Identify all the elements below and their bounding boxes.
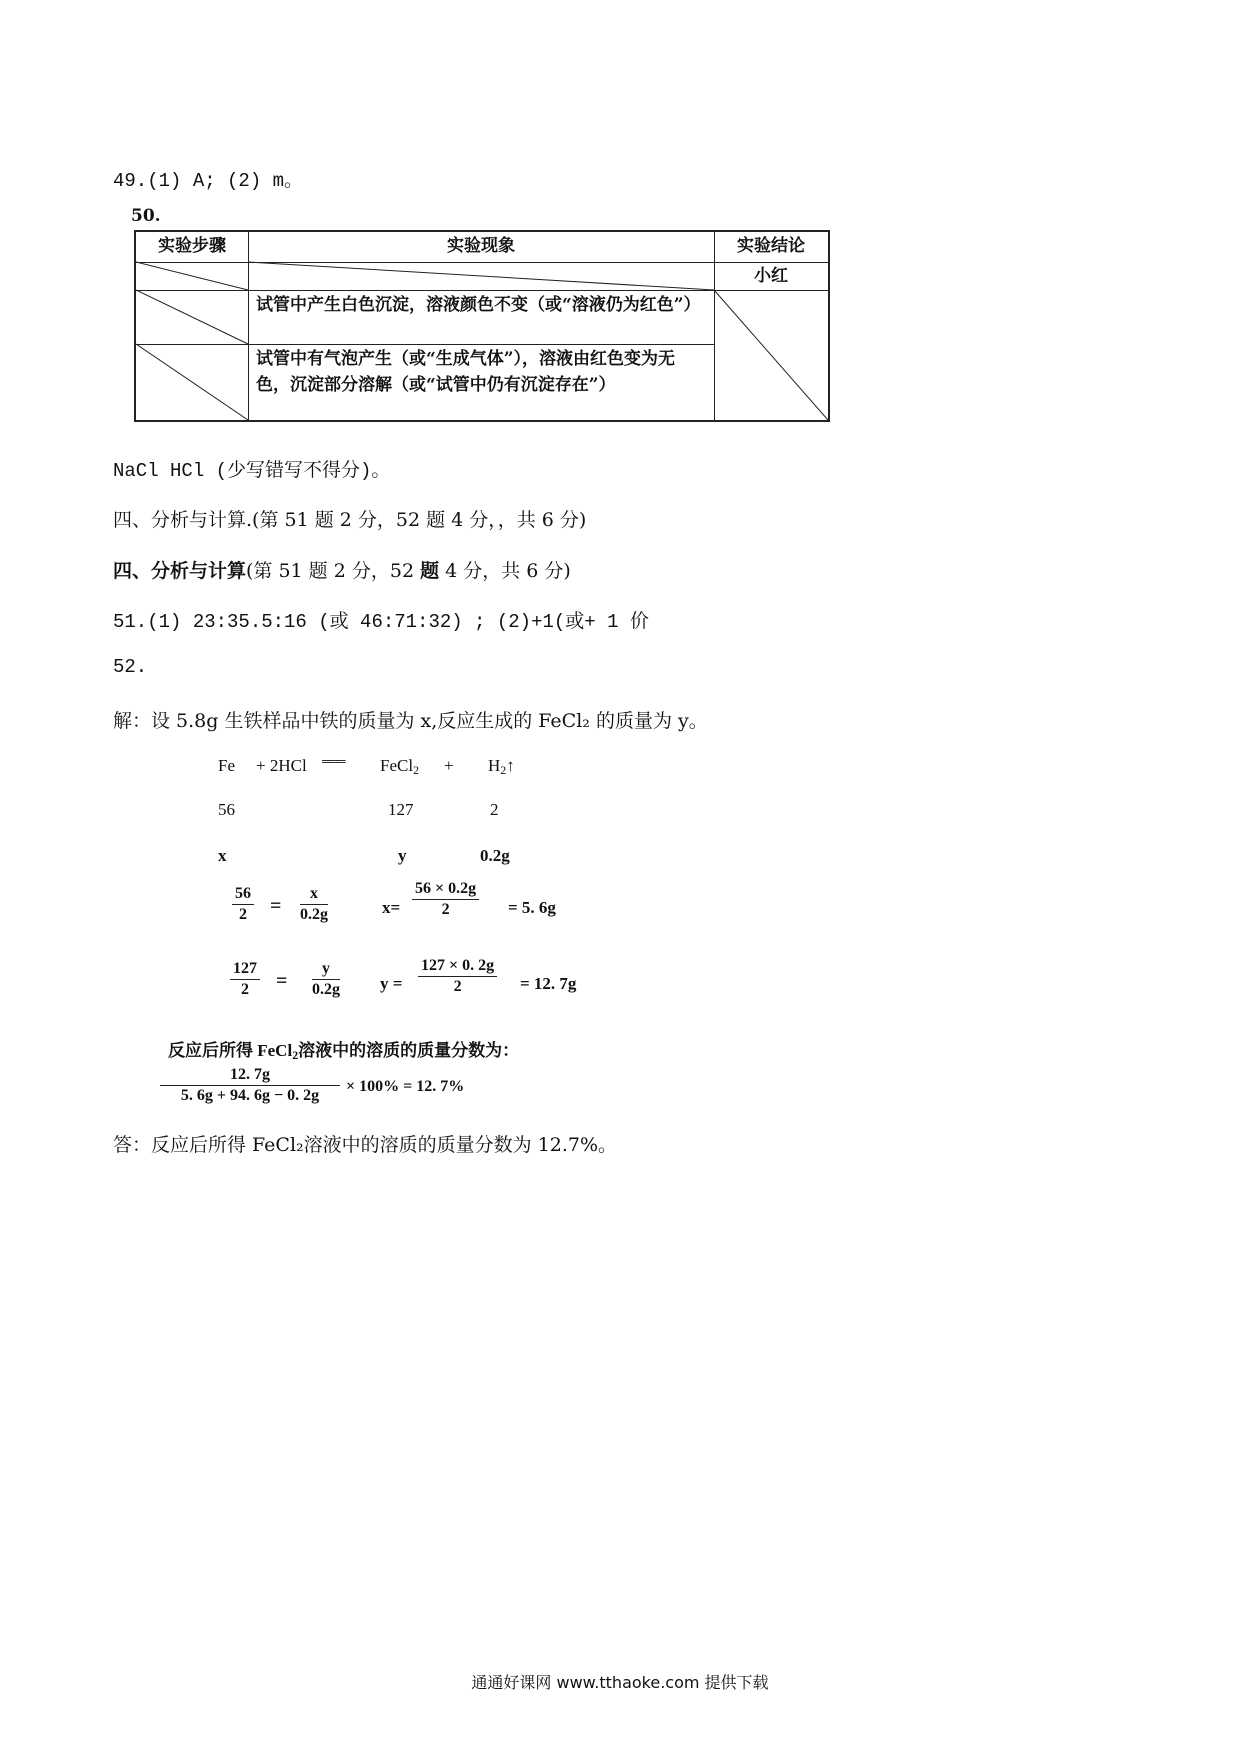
var-y: y bbox=[398, 846, 407, 865]
mass-fe: 56 bbox=[218, 800, 235, 819]
calc2-result-num: 127 × 0. 2g bbox=[418, 957, 497, 977]
var-x: x bbox=[218, 846, 227, 865]
calc2-equals: = bbox=[276, 970, 288, 992]
calc3-den: 5. 6g + 94. 6g − 0. 2g bbox=[180, 1087, 320, 1104]
section4-title: 四、分析与计算 bbox=[113, 560, 247, 582]
gas-arrow-icon: ↑ bbox=[506, 756, 515, 775]
row2-observation: 试管中产生白色沉淀，溶液颜色不变（或“溶液仍为红色”） bbox=[256, 295, 701, 315]
calc2-result-prefix: y = bbox=[380, 974, 403, 993]
eq-plus: + bbox=[444, 756, 454, 775]
header-steps: 实验步骤 bbox=[158, 236, 226, 256]
eq-h2-sub: 2 bbox=[500, 762, 507, 777]
calc1-result-den: 2 bbox=[441, 901, 450, 918]
eq-h2 bbox=[488, 756, 515, 778]
q52-label: 52. bbox=[113, 656, 148, 678]
section4-scoring-b: 题 bbox=[420, 560, 440, 582]
q50-label: 50. bbox=[131, 206, 161, 226]
calc1-lhs-den: 2 bbox=[239, 906, 247, 923]
calc3-intro-b: 溶液中的溶质的质量分数为： bbox=[298, 1041, 520, 1060]
calc1-result-value: = 5. 6g bbox=[508, 898, 556, 917]
solution-intro: 解：设 5.8g 生铁样品中铁的质量为 x,反应生成的 FeCl₂ 的质量为 y。 bbox=[113, 710, 708, 732]
calc1-result-fraction bbox=[412, 880, 479, 919]
header-phenomenon: 实验现象 bbox=[447, 236, 515, 256]
eq-arrow: ═══ bbox=[322, 754, 345, 768]
mass-fecl2: 127 bbox=[388, 800, 414, 819]
final-answer: 答：反应后所得 FeCl₂溶液中的溶质的质量分数为 12.7%。 bbox=[113, 1134, 618, 1156]
footer-download-note: 通通好课网 www.tthaoke.com 提供下载 bbox=[471, 1673, 769, 1692]
calc1-result-prefix: x= bbox=[382, 898, 401, 917]
calc3-num: 12. 7g bbox=[160, 1066, 340, 1086]
calc1-lhs-fraction bbox=[232, 885, 254, 924]
calc3-intro bbox=[168, 1036, 519, 1063]
eq-fecl2 bbox=[380, 756, 419, 778]
calc2-rhs-den: 0.2g bbox=[312, 981, 340, 998]
eq-h2-text: H bbox=[488, 756, 501, 775]
row1-conclusion: 小红 bbox=[754, 266, 788, 286]
experiment-table bbox=[134, 230, 830, 422]
mass-h2: 2 bbox=[490, 800, 499, 819]
calc1-rhs-num: x bbox=[300, 885, 328, 905]
eq-hcl: + 2HCl bbox=[256, 756, 307, 775]
calc2-result-value: = 12. 7g bbox=[520, 974, 577, 993]
section4-scoring-c: 4 分，共 6 分) bbox=[439, 560, 571, 582]
eq-fecl2-text: FeCl bbox=[380, 756, 414, 775]
calc3-fraction bbox=[160, 1066, 340, 1105]
q51-answer: 51.(1) 23:35.5:16 (或 46:71:32) ; (2)+1(或+ 1 价 bbox=[113, 611, 649, 633]
q50-tail: NaCl HCl (少写错写不得分)。 bbox=[113, 460, 391, 482]
section4-heading-bold bbox=[113, 556, 571, 583]
calc3-intro-a: 反应后所得 FeCl bbox=[168, 1041, 293, 1060]
calc2-lhs-num: 127 bbox=[230, 960, 260, 980]
calc2-rhs-fraction bbox=[312, 960, 340, 999]
calc2-rhs-num: y bbox=[312, 960, 340, 980]
calc2-lhs-den: 2 bbox=[241, 981, 249, 998]
header-conclusion: 实验结论 bbox=[737, 236, 805, 256]
calc2-result-den: 2 bbox=[453, 978, 462, 995]
eq-fecl2-sub: 2 bbox=[413, 762, 420, 777]
calc1-equals: = bbox=[270, 895, 282, 917]
calc2-lhs-fraction bbox=[230, 960, 260, 999]
section4-heading-plain: 四、分析与计算.(第 51 题 2 分，52 题 4 分，，共 6 分) bbox=[113, 509, 587, 531]
q49-answer: 49.(1) A; (2) m。 bbox=[113, 170, 304, 192]
calc3-intro-sub: 2 bbox=[292, 1047, 299, 1062]
section4-scoring-a: (第 51 题 2 分，52 bbox=[246, 560, 421, 582]
calc3-tail: × 100% = 12. 7% bbox=[346, 1078, 465, 1095]
calc1-rhs-fraction bbox=[300, 885, 328, 924]
row3-observation: 试管中有气泡产生（或“生成气体”），溶液由红色变为无色，沉淀部分溶解（或“试管中仍有沉淀存在”） bbox=[256, 349, 676, 395]
calc1-rhs-den: 0.2g bbox=[300, 906, 328, 923]
calc1-result-num: 56 × 0.2g bbox=[412, 880, 479, 900]
eq-fe: Fe bbox=[218, 756, 235, 775]
calc2-result-fraction bbox=[418, 957, 497, 996]
var-h2-mass: 0.2g bbox=[480, 846, 510, 865]
calc1-lhs-num: 56 bbox=[232, 885, 254, 905]
